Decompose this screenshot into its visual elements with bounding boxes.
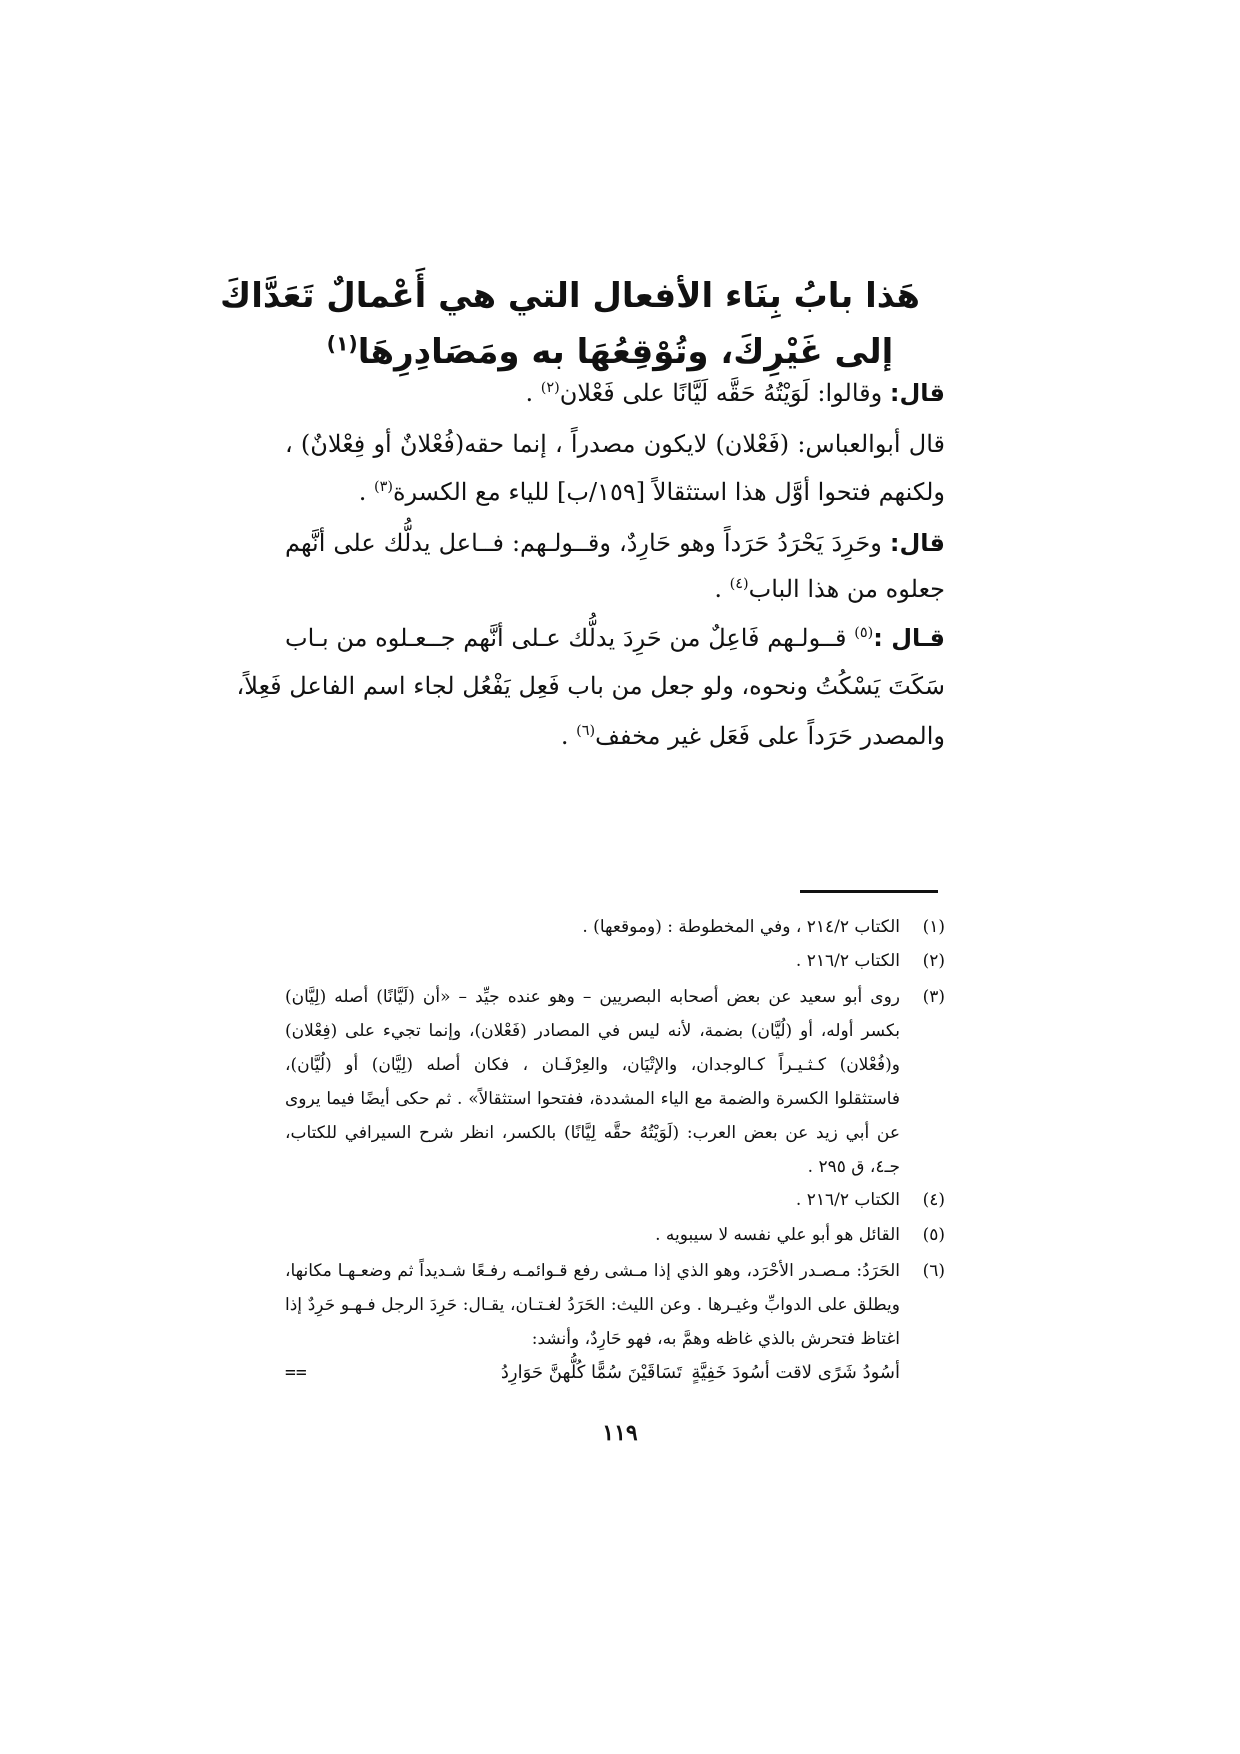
heading-text-1: هَذا بابُ بِنَاء الأفعال التي هي أَعْمالٌ تَعَدَّاكَ xyxy=(220,276,920,316)
footnote-number: (٤) xyxy=(922,1190,945,1210)
footnote-ref: (٣) xyxy=(373,479,393,495)
body-line xyxy=(236,670,945,702)
footnote-3-line xyxy=(285,1155,900,1179)
footnote-6-line xyxy=(285,1327,900,1351)
body-line xyxy=(285,622,945,654)
footnote-ref: (٥) xyxy=(854,625,874,641)
body-text: قــولـهم فَاعِلٌ من حَرِدَ يدلُّك عـلى أنَّهم جــعـلوه من بـاب xyxy=(285,624,855,652)
footnote-6-line xyxy=(285,1259,900,1283)
body-text: سَكَتَ يَسْكُتُ ونحوه، ولو جعل من باب فَعِل يَفْعُل لجاء اسم الفاعل فَعِلاً، xyxy=(236,672,945,700)
footnote-ref: (١) xyxy=(326,331,358,356)
footnote-number: (١) xyxy=(922,917,945,937)
punctuation: . xyxy=(560,722,577,750)
footnote-text: القائل هو أبو علي نفسه لا سيبويه . xyxy=(655,1225,900,1245)
body-text: جعلوه من هذا الباب xyxy=(748,575,945,603)
footnote-text: الحَرَدُ: مـصـدر الأحْرَد، وهو الذي إذا مـشى رفع قـوائمـه رفـعًا شـديداً ثم وضعـهـا مكانها، xyxy=(285,1261,900,1281)
footnote-3-line xyxy=(285,985,900,1009)
continuation-mark: == xyxy=(285,1362,307,1383)
footnote-text: فاستثقلوا الكسرة والضمة مع الياء المشددة، ففتحوا استثقالاً» . ثم حكى أيضًا فيما يروى xyxy=(285,1089,900,1109)
footnote-4 xyxy=(285,1188,945,1212)
verse-first-hemistich: أسُودُ شَرًى لاقت أسُودَ خَفِيَّةٍ xyxy=(691,1362,900,1383)
footnote-number: (٣) xyxy=(922,987,945,1007)
footnote-text: روى أبو سعيد عن بعض أصحابه البصريين – وهو عنده جيِّد – «أن (لَيَّانًا) أصله (لِيَّان) xyxy=(285,987,900,1007)
qala-keyword: قال: xyxy=(889,379,945,407)
footnote-text: بكسر أوله، أو (لُيَّان) بضمة، لأنه ليس في المصادر (فَعْلان)، وإنما تجيء على (فِعْلان) xyxy=(285,1021,900,1041)
footnote-number: (٢) xyxy=(922,951,945,971)
footnote-text: الكتاب ٢١٦/٢ . xyxy=(795,1190,900,1210)
footnote-text: ويطلق على الدوابِّ وغيـرها . وعن الليث: الحَرَدُ لغـتـان، يقـال: حَرِدَ الرجل فـهـو حَرِدٌ إذا xyxy=(285,1295,900,1315)
body-text: والمصدر حَرَداً على فَعَل غير مخفف xyxy=(595,722,945,750)
body-line xyxy=(285,720,945,752)
body-line xyxy=(285,428,945,460)
footnote-ref: (٤) xyxy=(729,576,749,592)
punctuation: . xyxy=(714,575,730,603)
footnote-text: عن أبي زيد عن بعض العرب: (لَوَيْتُهُ حقَّه لِيَّانًا) بالكسر، انظر شرح السيرافي للكتاب، xyxy=(285,1123,900,1143)
chapter-heading-line-1 xyxy=(220,274,920,318)
body-line xyxy=(285,573,945,605)
footnote-1 xyxy=(285,915,945,939)
footnote-text: الكتاب ٢١٤/٢ ، وفي المخطوطة : (وموقعها) . xyxy=(582,917,900,937)
footnote-5 xyxy=(285,1223,945,1247)
footnote-text: جـ٤، ق ٢٩٥ . xyxy=(807,1157,900,1177)
punctuation: . xyxy=(525,379,541,407)
footnote-3-line xyxy=(285,1019,900,1043)
footnote-3-line xyxy=(285,1053,900,1077)
body-text: ولكنهم فتحوا أوَّل هذا استثقالاً [١٥٩/ب] للياء مع الكسرة xyxy=(392,478,945,506)
footnote-2 xyxy=(285,949,945,973)
punctuation: . xyxy=(358,478,374,506)
heading-text-2: إلى غَيْرِكَ، وتُوْقِعُهَا به ومَصَادِرِهَا xyxy=(357,332,894,372)
verse-second-hemistich: تَسَاقَيْنَ سُمًّا كُلُّهنَّ حَوَارِدُ xyxy=(500,1362,682,1383)
qala-keyword: قـال : xyxy=(873,624,945,652)
footnote-6-line xyxy=(285,1293,900,1317)
footnote-ref: (٢) xyxy=(540,380,560,396)
footnote-text: الكتاب ٢١٦/٢ . xyxy=(795,951,900,971)
body-text: وقالوا: لَوَيْتُهُ حَقَّه لَيَّانًا على فَعْلان xyxy=(559,379,890,407)
footnote-separator xyxy=(800,890,938,893)
footnote-number: (٥) xyxy=(922,1225,945,1245)
footnote-3-line xyxy=(285,1087,900,1111)
qala-keyword: قال: xyxy=(889,529,945,557)
footnote-text: و(فُعْلان) كـثـيـراً كـالوجدان، والإتْيَان، والعِرْفَـان ، فكان أصله (لِيَّان) أو (لُيَّان)، xyxy=(285,1055,900,1075)
footnote-text: اغتاظ فتحرش بالذي غاظه وهمَّ به، فهو حَارِدٌ، وأنشد: xyxy=(531,1329,900,1349)
page-number: ١١٩ xyxy=(602,1420,638,1446)
body-text: قال أبوالعباس: (فَعْلان) لايكون مصدراً ، إنما حقه(فُعْلانٌ أو فِعْلانٌ) ، xyxy=(285,430,945,458)
footnote-3-line xyxy=(285,1121,900,1145)
footnote-ref: (٦) xyxy=(576,723,596,739)
body-line xyxy=(285,527,945,559)
footnote-number: (٦) xyxy=(922,1261,945,1281)
body-text: وحَرِدَ يَحْرَدُ حَرَداً وهو حَارِدٌ، وقــولـهم: فــاعل يدلُّك على أنَّهم xyxy=(285,529,890,557)
body-line xyxy=(285,476,945,508)
chapter-heading-line-2 xyxy=(300,330,920,374)
body-line xyxy=(285,377,945,409)
